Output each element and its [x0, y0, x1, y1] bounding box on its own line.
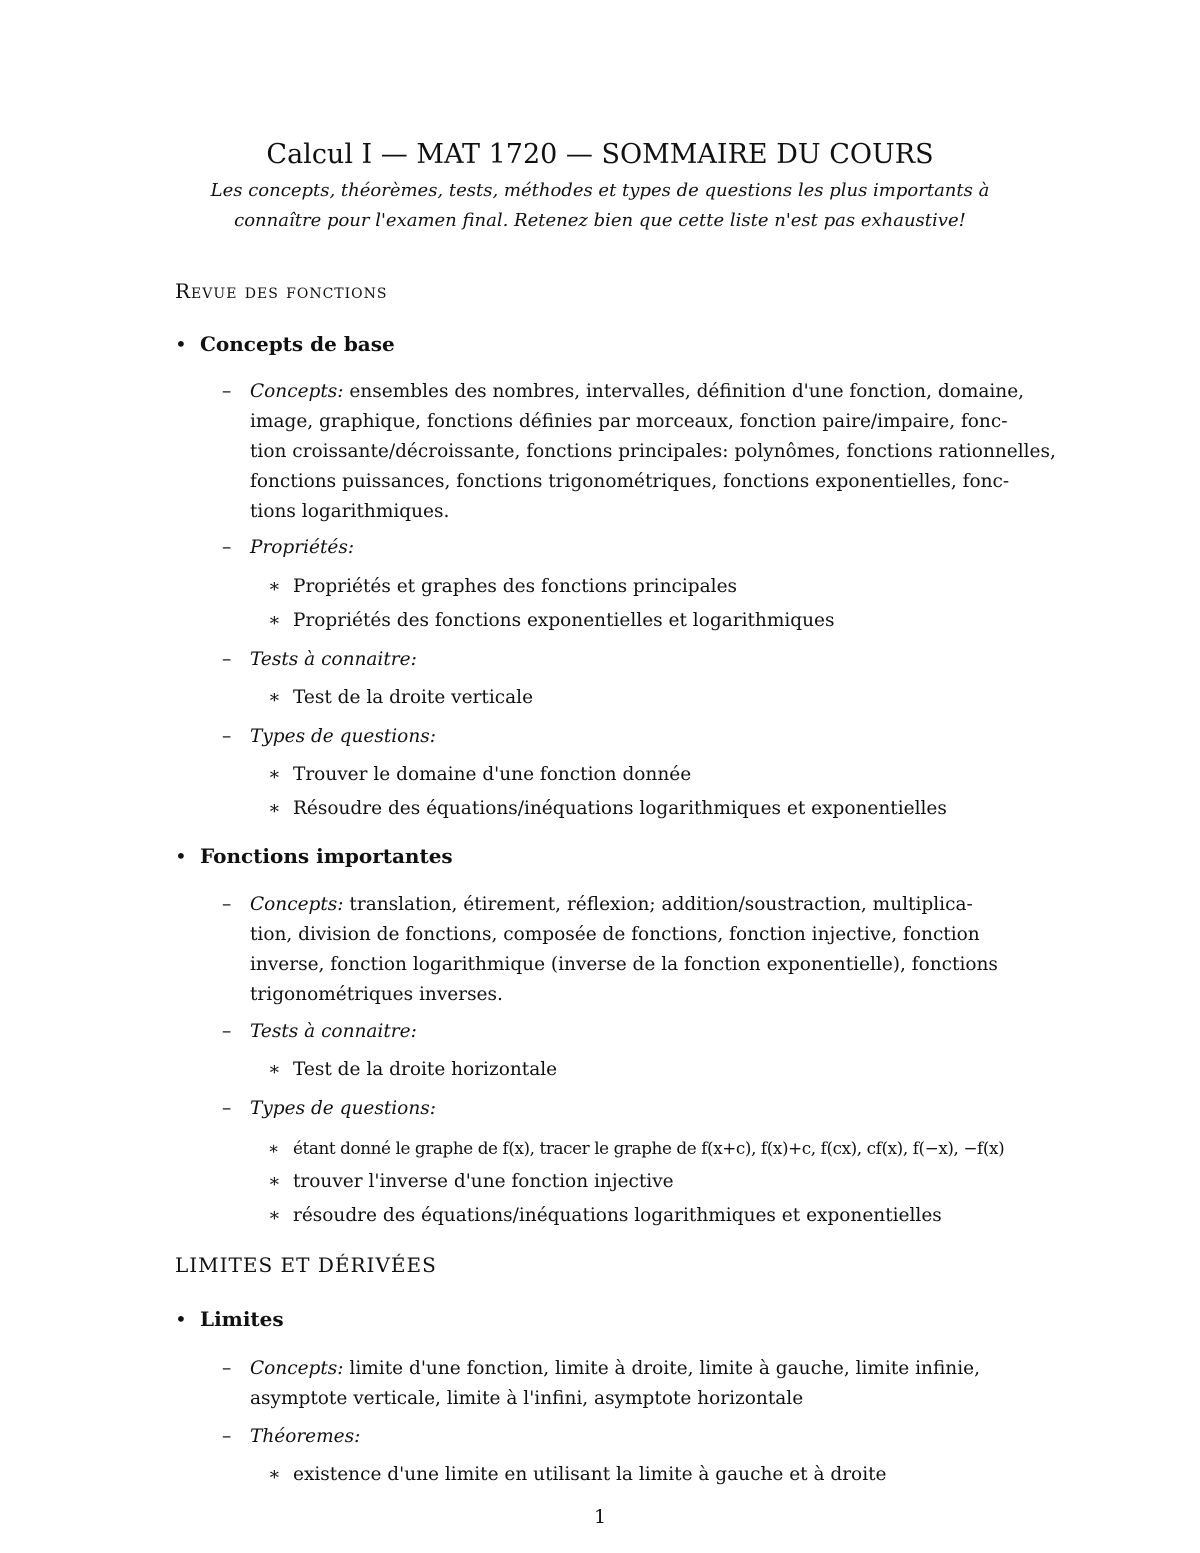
- dash-icon: –: [222, 1358, 232, 1379]
- subtitle-line-2: connaître pour l'examen final. Retenez bien que cette liste n'est pas exhaustive!: [234, 210, 966, 231]
- concepts-text: [250, 890, 1062, 1010]
- concepts-item: [222, 1354, 1062, 1414]
- list-item: ∗ étant donné le graphe de f(x), tracer le graphe de f(x+c), f(x)+c, f(cx), cf(x), f(−x), −f(x): [268, 1133, 1004, 1163]
- list-item: ∗ Test de la droite horizontale: [268, 1055, 557, 1085]
- section-title-revue-des-fonctions: Revue des fonctions: [175, 279, 388, 303]
- concepts-line: tions logarithmiques.: [250, 501, 450, 522]
- bullet-icon: •: [175, 1307, 187, 1331]
- page-number: 1: [593, 1506, 607, 1528]
- group-title: Limites: [200, 1307, 284, 1331]
- dash-icon: –: [222, 894, 232, 915]
- concepts-item: [222, 377, 1062, 527]
- concepts-line: tion croissante/décroissante, fonctions principales: polynômes, fonctions rationnelles,: [250, 441, 1056, 462]
- concepts-line: asymptote verticale, limite à l'infini, asymptote horizontale: [250, 1388, 804, 1409]
- group-concepts-de-base: [175, 332, 395, 356]
- item-heading: Tests à connaitre:: [250, 1021, 417, 1042]
- concepts-line: limite d'une fonction, limite à droite, limite à gauche, limite infinie,: [349, 1358, 980, 1379]
- bullet-icon: •: [175, 844, 187, 868]
- list-item: ∗ Test de la droite verticale: [268, 683, 533, 713]
- types-item: [222, 722, 1062, 752]
- section-title-limites-et-derivees: LIMITES ET DÉRIVÉES: [175, 1253, 437, 1277]
- document-subtitle: [170, 176, 1030, 236]
- star-icon: ∗: [268, 1138, 280, 1158]
- item-heading: Types de questions:: [250, 1098, 436, 1119]
- tests-item: [222, 645, 1062, 675]
- concepts-line: trigonométriques inverses.: [250, 984, 503, 1005]
- item-heading: Concepts:: [250, 1358, 344, 1379]
- star-icon: ∗: [268, 687, 281, 708]
- concepts-text: [250, 1354, 1062, 1414]
- dash-icon: –: [222, 649, 232, 670]
- subtitle-line-1: Les concepts, théorèmes, tests, méthodes et types de questions les plus importants à: [210, 180, 990, 201]
- theoremes-item: [222, 1422, 1062, 1452]
- types-item: [222, 1094, 1062, 1124]
- list-item: ∗ trouver l'inverse d'une fonction injective: [268, 1167, 674, 1197]
- star-icon: ∗: [268, 764, 281, 785]
- star-icon: ∗: [268, 1205, 281, 1226]
- group-limites: [175, 1307, 284, 1331]
- dash-icon: –: [222, 1426, 232, 1447]
- group-title: Fonctions importantes: [200, 844, 453, 868]
- item-heading: Théoremes:: [250, 1426, 361, 1447]
- dash-icon: –: [222, 537, 232, 558]
- star-icon: ∗: [268, 1171, 281, 1192]
- star-icon: ∗: [268, 576, 281, 597]
- list-item: ∗ résoudre des équations/inéquations logarithmiques et exponentielles: [268, 1201, 942, 1231]
- item-heading: Propriétés:: [250, 537, 355, 558]
- concepts-line: image, graphique, fonctions définies par morceaux, fonction paire/impaire, fonc-: [250, 411, 1008, 432]
- item-heading: Concepts:: [250, 894, 344, 915]
- group-fonctions-importantes: [175, 844, 453, 868]
- list-item: ∗ Trouver le domaine d'une fonction donnée: [268, 760, 691, 790]
- concepts-line: translation, étirement, réflexion; addition/soustraction, multiplica-: [349, 894, 973, 915]
- star-icon: ∗: [268, 798, 281, 819]
- concepts-text: [250, 377, 1062, 527]
- list-item: ∗ Propriétés des fonctions exponentielles et logarithmiques: [268, 606, 835, 636]
- list-item: ∗ existence d'une limite en utilisant la limite à gauche et à droite: [268, 1460, 887, 1490]
- list-item: ∗ Résoudre des équations/inéquations logarithmiques et exponentielles: [268, 794, 947, 824]
- concepts-line: fonctions puissances, fonctions trigonométriques, fonctions exponentielles, fonc-: [250, 471, 1010, 492]
- star-icon: ∗: [268, 1059, 281, 1080]
- concepts-line: tion, division de fonctions, composée de fonctions, fonction injective, fonction: [250, 924, 980, 945]
- dash-icon: –: [222, 381, 232, 402]
- item-heading: Concepts:: [250, 381, 344, 402]
- concepts-line: ensembles des nombres, intervalles, définition d'une fonction, domaine,: [349, 381, 1025, 402]
- list-item: ∗ Propriétés et graphes des fonctions principales: [268, 572, 737, 602]
- dash-icon: –: [222, 1098, 232, 1119]
- document-title: Calcul I — MAT 1720 — SOMMAIRE DU COURS: [266, 139, 934, 170]
- bullet-icon: •: [175, 332, 187, 356]
- proprietes-item: [222, 533, 1062, 563]
- concepts-line: inverse, fonction logarithmique (inverse de la fonction exponentielle), fonctions: [250, 954, 998, 975]
- star-icon: ∗: [268, 1464, 281, 1485]
- item-heading: Tests à connaitre:: [250, 649, 417, 670]
- star-icon: ∗: [268, 610, 281, 631]
- group-title: Concepts de base: [200, 332, 395, 356]
- dash-icon: –: [222, 1021, 232, 1042]
- tests-item: [222, 1017, 1062, 1047]
- item-heading: Types de questions:: [250, 726, 436, 747]
- concepts-item: [222, 890, 1062, 1010]
- dash-icon: –: [222, 726, 232, 747]
